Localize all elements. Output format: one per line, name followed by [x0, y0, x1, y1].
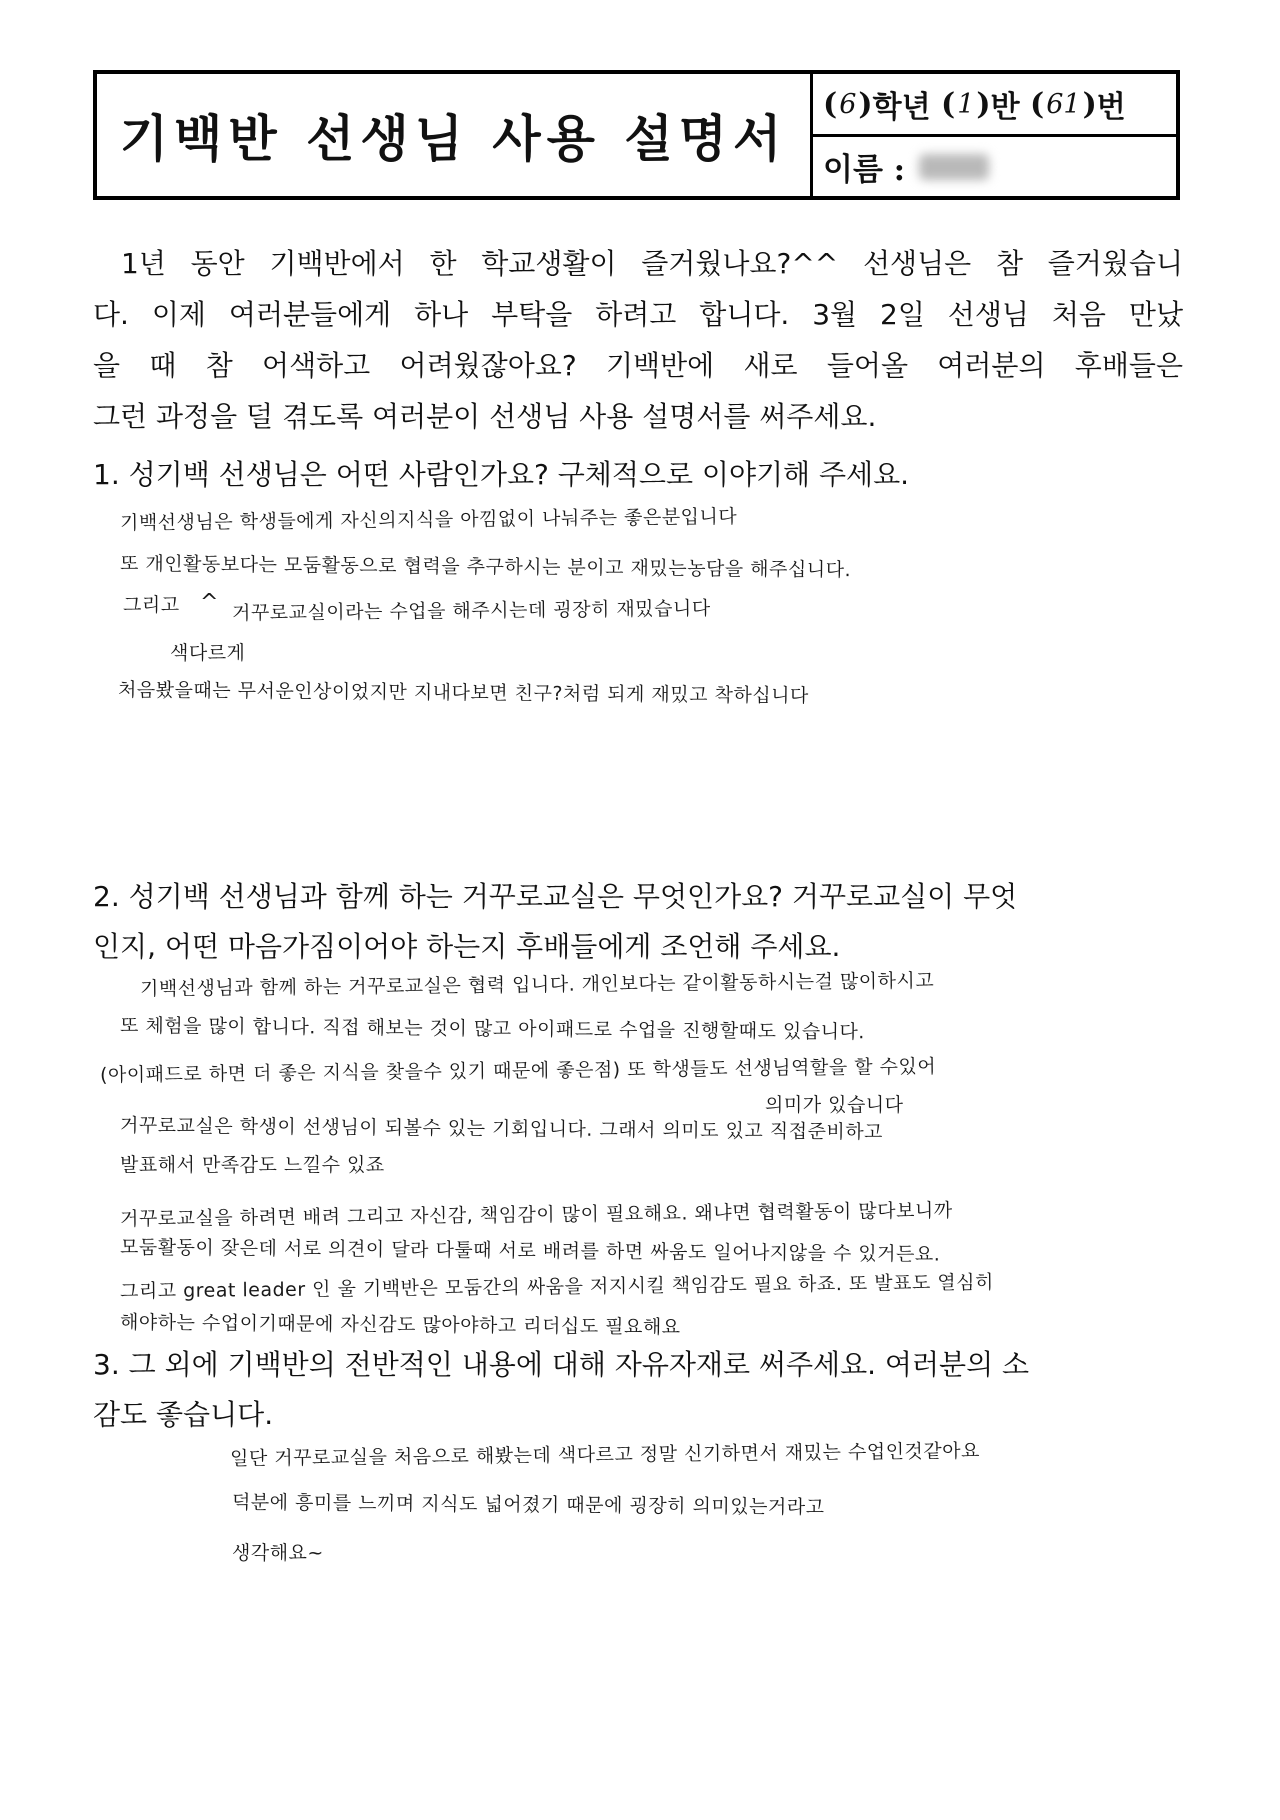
intro-line: 다. 이제 여러분들에게 하나 부탁을 하려고 합니다. 3월 2일 선생님 처음 만났 — [93, 298, 1183, 331]
answer-1-line: 거꾸로교실이라는 수업을 해주시는데 굉장히 재밌습니다 — [231, 597, 711, 625]
document-title: 기백반 선생님 사용 설명서 — [97, 74, 813, 196]
class-label: 반 — [990, 90, 1020, 125]
answer-2-line: 거꾸로교실은 학생이 선생님이 되볼수 있는 기회입니다. 그래서 의미도 있고 직접준비하고 — [119, 1114, 884, 1144]
insert-caret-mark: ^ — [200, 590, 219, 615]
answer-2-line: 발표해서 만족감도 느낄수 있죠 — [120, 1154, 385, 1176]
question-3-text: 감도 좋습니다. — [93, 1398, 274, 1431]
answer-3-line: 덕분에 흥미를 느끼며 지식도 넓어졌기 때문에 굉장히 의미있는거라고 — [231, 1491, 825, 1519]
answer-1-line: 기백선생님은 학생들에게 자신의지식을 아낌없이 나눠주는 좋은분입니다 — [119, 505, 738, 535]
answer-2-line: 그리고 great leader 인 울 기백반은 모둠간의 싸움을 저지시킬 책임감도 필요 하죠. 또 발표도 열심히 — [119, 1271, 995, 1303]
question-2-text: 인지, 어떤 마음가짐이어야 하는지 후배들에게 조언해 주세요. — [93, 930, 841, 963]
answer-2-line: 해야하는 수업이기때문에 자신감도 많아야하고 리더십도 필요해요 — [119, 1311, 681, 1339]
class-value: 1 — [957, 88, 975, 120]
number-label: 번 — [1096, 90, 1126, 125]
grade-label: 학년 — [872, 90, 931, 125]
redacted-name — [919, 154, 989, 180]
question-1-text: 1. 성기백 선생님은 어떤 사람인가요? 구체적으로 이야기해 주세요. — [93, 458, 910, 491]
answer-1-line: 그리고 — [123, 594, 180, 616]
grade-open-paren: ( — [823, 86, 838, 122]
answer-3-line: 일단 거꾸로교실을 처음으로 해봤는데 색다르고 정말 신기하면서 재밌는 수업인것같아요 — [229, 1440, 981, 1470]
name-label: 이름 : — [823, 152, 906, 188]
grade-value: 6 — [839, 88, 857, 120]
answer-2-line: (아이패드로 하면 더 좋은 지식을 찾을수 있기 때문에 좋은점) 또 학생들도 선생님역할을 할 수있어 — [99, 1055, 937, 1087]
question-1 — [93, 450, 1183, 500]
answer-2-line: 기백선생님과 함께 하는 거꾸로교실은 협력 입니다. 개인보다는 같이활동하시는걸 많이하시고 — [139, 969, 935, 1001]
answer-3-line: 생각해요~ — [232, 1542, 324, 1564]
intro-line: 을 때 참 어색하고 어려웠잖아요? 기백반에 새로 들어올 여러분의 후배들은 — [93, 349, 1183, 382]
answer-2-line: 모둠활동이 잦은데 서로 의견이 달라 다툴때 서로 배려를 하면 싸움도 일어나지않을 수 있거든요. — [119, 1236, 941, 1266]
answer-2-line: 거꾸로교실을 하려면 배려 그리고 자신감, 책임감이 많이 필요해요. 왜냐면 협력활동이 많다보니까 — [119, 1199, 953, 1231]
question-2-text: 2. 성기백 선생님과 함께 하는 거꾸로교실은 무엇인가요? 거꾸로교실이 무엇 — [93, 880, 1018, 913]
header-box — [93, 70, 1180, 200]
intro-line: 그런 과정을 덜 겪도록 여러분이 선생님 사용 설명서를 써주세요. — [93, 400, 877, 433]
name-row — [813, 137, 1176, 196]
question-3 — [93, 1340, 1183, 1440]
number-value: 61 — [1046, 88, 1081, 120]
intro-paragraph — [93, 238, 1183, 442]
question-2 — [93, 872, 1183, 972]
intro-line: 1년 동안 기백반에서 한 학교생활이 즐거웠나요?^^ 선생님은 참 즐거웠습니 — [121, 247, 1183, 280]
answer-1-line: 또 개인활동보다는 모둠활동으로 협력을 추구하시는 분이고 재밌는농담을 해주십니다. — [119, 552, 852, 582]
answer-1-inserted-word: 색다르게 — [170, 642, 246, 664]
answer-2-inserted-phrase: 의미가 있습니다 — [765, 1094, 904, 1116]
answer-1-line: 처음봤을때는 무서운인상이었지만 지내다보면 친구?처럼 되게 재밌고 착하십니다 — [117, 678, 809, 708]
student-info — [813, 74, 1176, 196]
question-3-text: 3. 그 외에 기백반의 전반적인 내용에 대해 자유자재로 써주세요. 여러분의 소 — [93, 1348, 1030, 1381]
student-info-row: ( 6 ) 학년 ( 1 ) 반 ( 61 ) 번 — [813, 74, 1176, 137]
answer-2-line: 또 체험을 많이 합니다. 직접 해보는 것이 많고 아이패드로 수업을 진행할때도 있습니다. — [119, 1014, 865, 1044]
